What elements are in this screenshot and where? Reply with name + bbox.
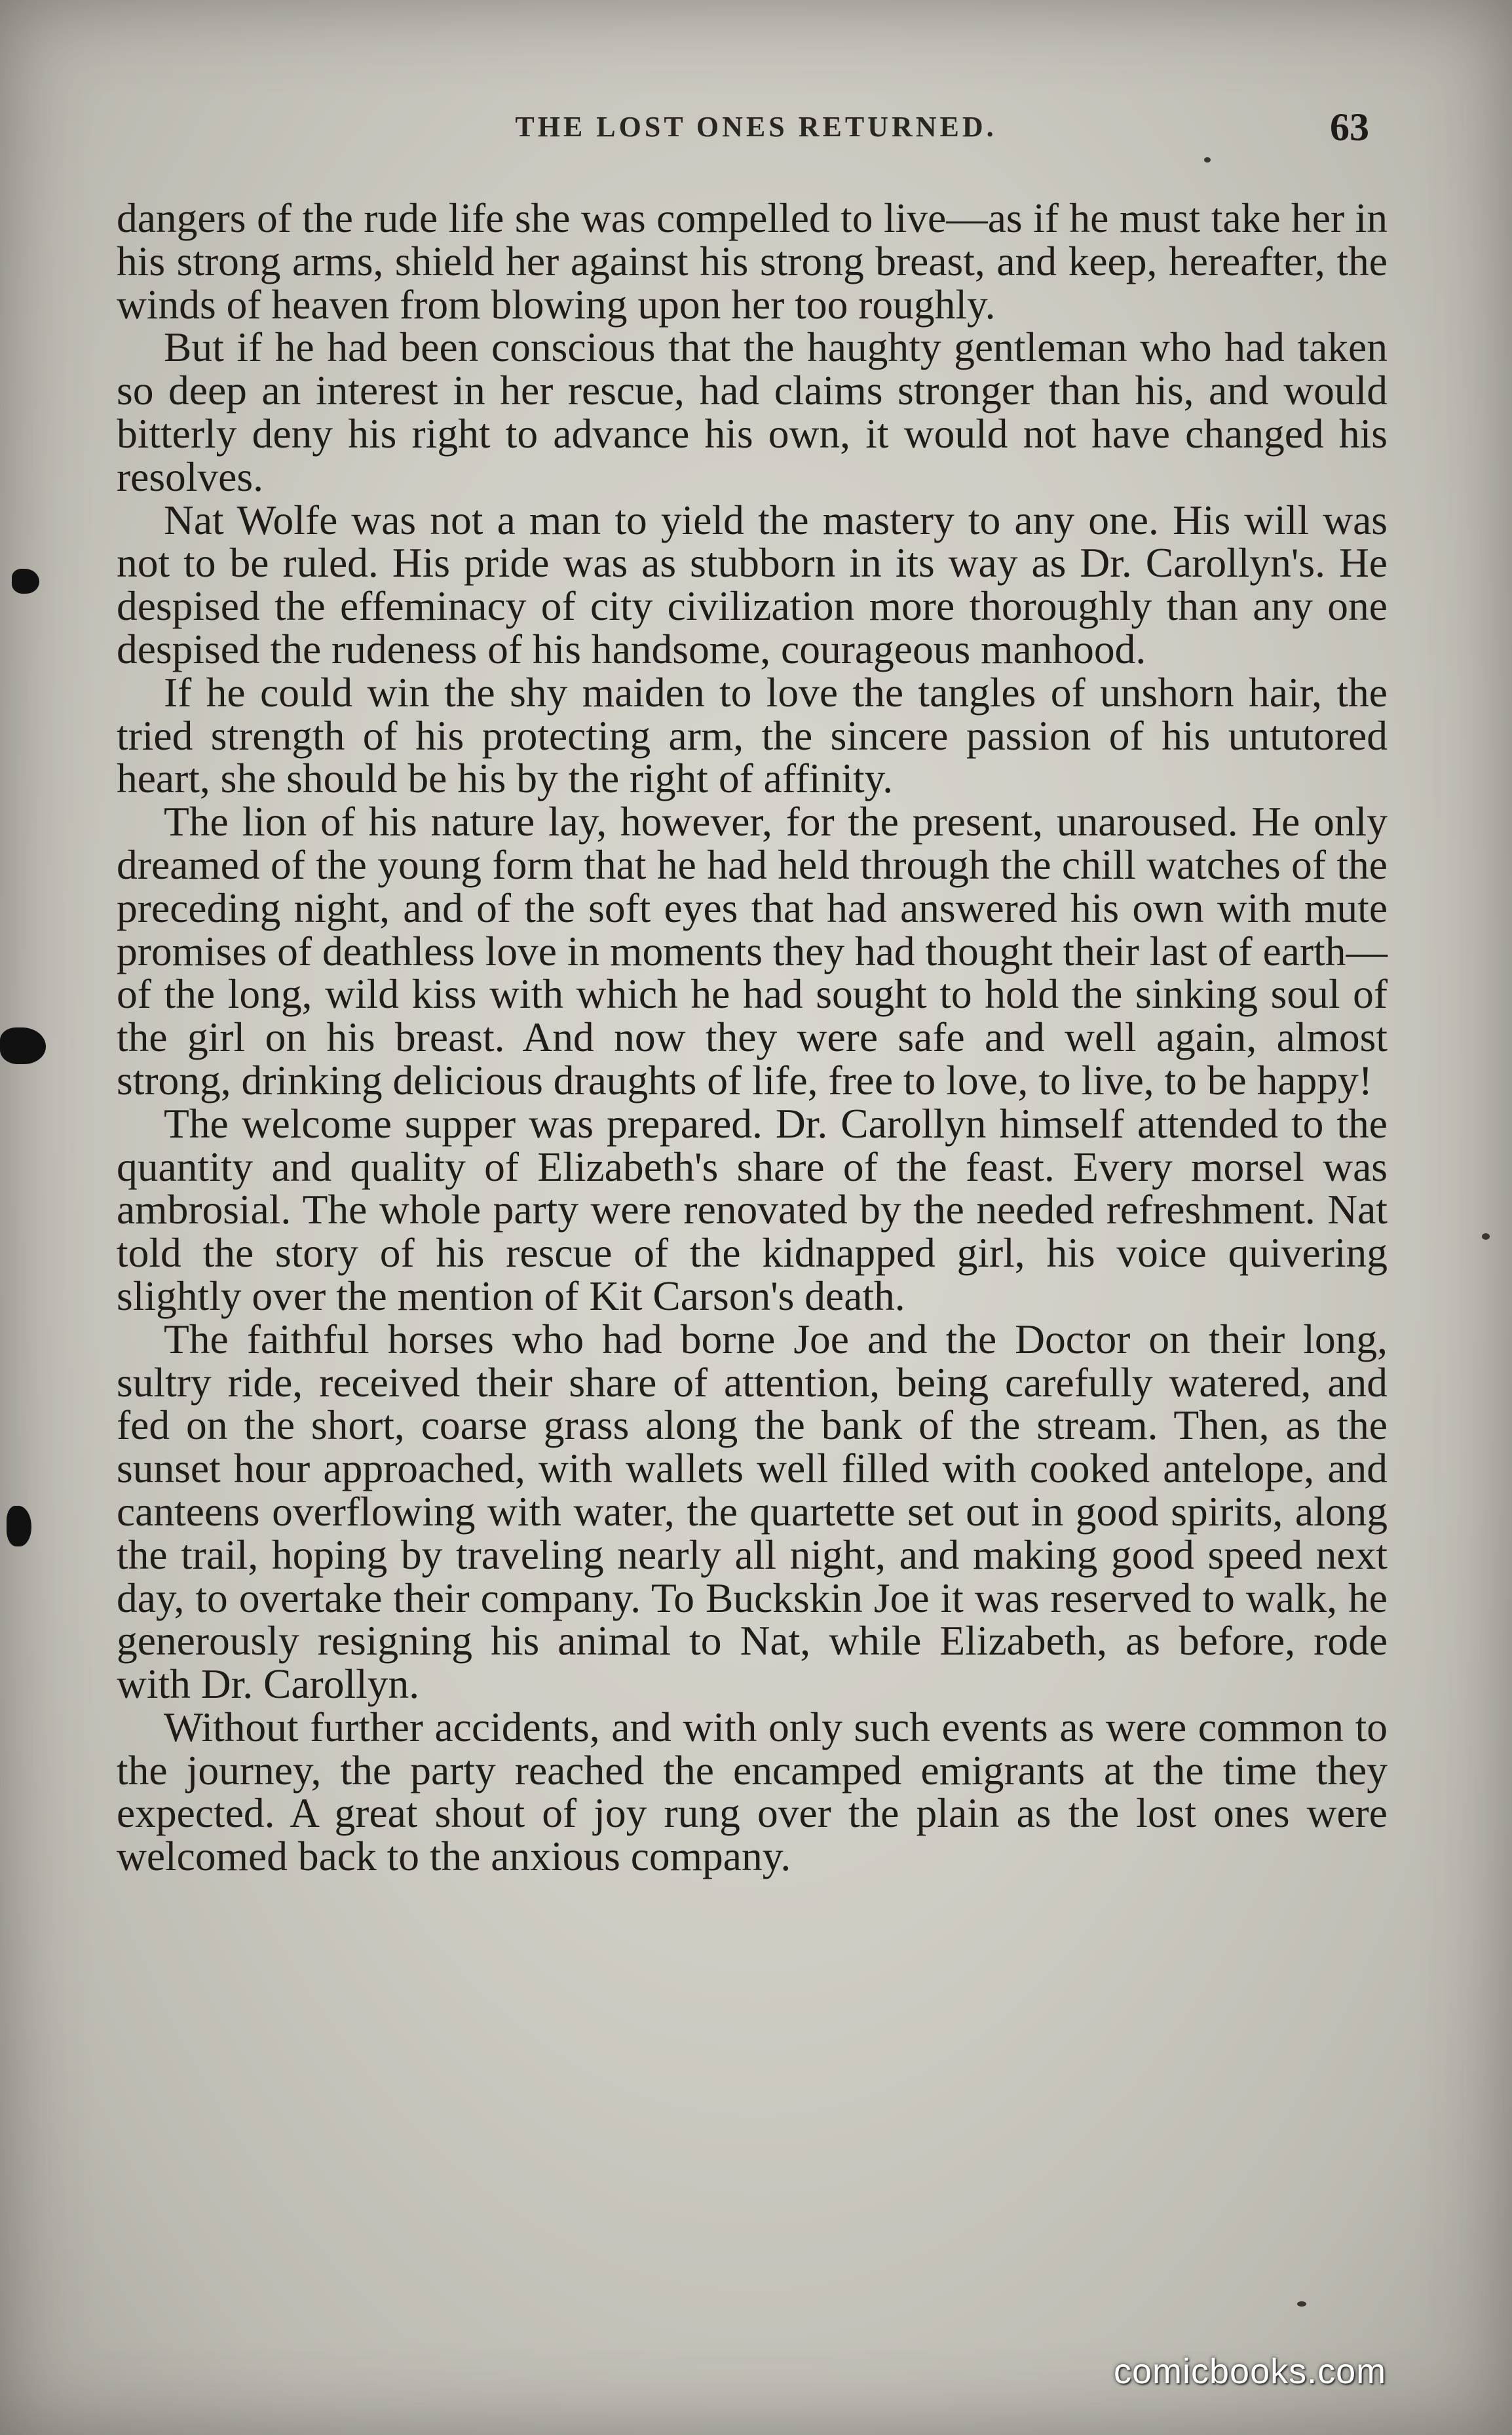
paragraph: The lion of his nature lay, however, for the present, unaroused. He only dreamed of the young form that he had held through the chill watches of the preceding night, and of the soft eyes that had answered his own with mute promises of deathless love in moments they had thought their last of earth—of the long, wild kiss with which he had sought to hold the sinking soul of the girl on his breast. And now they were safe and well again, almost strong, drinking delicious draughts of life, free to love, to live, to be happy!	[117, 798, 1388, 1103]
running-title: THE LOST ONES RETURNED.	[515, 111, 997, 143]
paper-fleck	[1204, 157, 1211, 163]
paragraph: The faithful horses who had borne Joe and the Doctor on their long, sultry ride, received their share of attention, being carefully watered, and fed on the short, coarse grass along the bank of the stream. Then, as the sunset hour approached, with wallets well filled with cooked antelope, and canteens overflowing with water, the quartette set out in good spirits, along the trail, hoping by traveling nearly all night, and making good speed next day, to overtake their company. To Buckskin Joe it was reserved to walk, he generously resigning his animal to Nat, while Elizabeth, as before, rode with Dr. Carollyn.	[117, 1315, 1388, 1708]
body-text	[117, 197, 1388, 1878]
paragraph: But if he had been conscious that the haughty gentleman who had taken so deep an interest in her rescue, had claims stronger than his, and would bitterly deny his right to advance his own, it would not have changed his resolves.	[117, 324, 1388, 500]
paper-fleck	[1297, 2301, 1306, 2307]
binding-hole	[7, 1506, 31, 1546]
paragraph: If he could win the shy maiden to love the tangles of unshorn hair, the tried strength of his protecting arm, the sincere passion of his untutored heart, she should be his by the right of affinity.	[117, 668, 1388, 802]
page-number: 63	[1330, 105, 1369, 149]
paper-fleck	[1482, 1233, 1490, 1240]
paragraph: dangers of the rude life she was compelled to live—as if he must take her in his strong arms, shield her against his strong breast, and keep, hereafter, the winds of heaven from blowing upon her too roughly.	[117, 195, 1388, 328]
paragraph: The welcome supper was prepared. Dr. Carollyn himself attended to the quantity and quality of Elizabeth's share of the feast. Every morsel was ambrosial. The whole party were renovated by the needed refreshment. Nat told the story of his rescue of the kidnapped girl, his voice quivering slightly over the mention of Kit Carson's death.	[117, 1100, 1388, 1319]
binding-hole	[0, 1027, 46, 1064]
paragraph: Without further accidents, and with only such events as were common to the journey, the party reached the encamped emigrants at the time they expected. A great shout of joy rung over the plain as the lost ones were welcomed back to the anxious company.	[117, 1703, 1388, 1880]
watermark-logo: comicbooks.com	[1114, 2352, 1387, 2391]
paragraph: Nat Wolfe was not a man to yield the mastery to any one. His will was not to be ruled. His pride was as stubborn in its way as Dr. Carollyn's. He despised the effeminacy of city civilization more thoroughly than any one despised the rudeness of his handsome, courageous manhood.	[117, 496, 1388, 672]
binding-hole	[12, 569, 39, 594]
